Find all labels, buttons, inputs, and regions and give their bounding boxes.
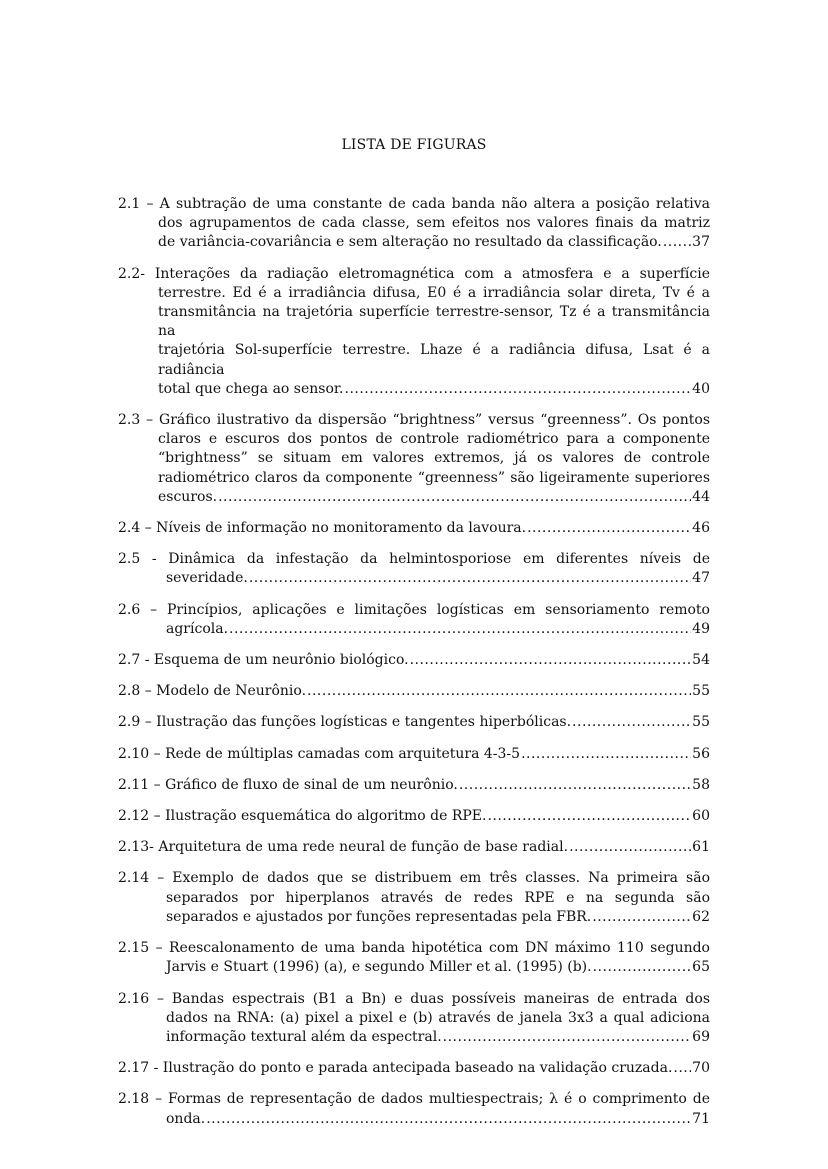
entry-line: [118, 1090, 710, 1109]
entry-line: [118, 651, 710, 670]
dot-leader: [345, 380, 692, 399]
entry-text: informação textural além da espectral.: [166, 1028, 442, 1045]
page-number: 54: [692, 652, 710, 669]
dot-leader: [593, 958, 692, 977]
figure-entry: [118, 869, 710, 927]
entry-text: total que chega ao sensor.: [158, 380, 344, 397]
entry-line: [118, 233, 710, 252]
page-number: 60: [692, 808, 710, 825]
entry-line: [118, 682, 710, 701]
figure-entry: [118, 1090, 710, 1128]
page-number: 58: [692, 776, 710, 793]
dot-leader: [410, 651, 692, 670]
entry-line: [118, 869, 710, 888]
dot-leader: [443, 1028, 692, 1047]
figure-entry: [118, 265, 710, 399]
entry-text: 2.17 - Ilustração do ponto e parada antecipada baseado na validação cruzada.: [118, 1060, 673, 1077]
entry-line: [118, 745, 710, 764]
entry-text: 2.3 – Gráfico ilustrativo da dispersão “brightness” versus “greenness”. Os pontos: [118, 412, 710, 429]
entry-text: 2.15 – Reescalonamento de uma banda hipotética com DN máximo 110 segundo: [118, 940, 710, 957]
entry-text: severidade.: [166, 570, 248, 587]
figure-entry: [118, 601, 710, 639]
page-number: 61: [692, 839, 710, 856]
entry-line: [118, 713, 710, 732]
entry-text: de variância-covariância e sem alteração no resultado da classificação.: [158, 234, 662, 251]
entry-text: 2.6 – Princípios, aplicações e limitações logísticas em sensoriamento remoto: [118, 601, 710, 618]
figure-entry: [118, 1059, 710, 1078]
entry-line: [118, 265, 710, 284]
page-number: 46: [692, 520, 710, 537]
figure-entry: [118, 838, 710, 857]
figure-entry: [118, 519, 710, 538]
entry-text: radiométrico claros da componente “greenness” são ligeiramente superiores: [158, 469, 710, 486]
entry-text: separados e ajustados por funções representadas pela FBR.: [166, 908, 592, 925]
entry-line: [118, 838, 710, 857]
entry-text: Jarvis e Stuart (1996) (a), e segundo Miller et al. (1995) (b).: [166, 959, 592, 976]
entry-text: onda.: [166, 1110, 206, 1127]
page-number: 69: [692, 1028, 710, 1045]
page-number: 49: [692, 620, 710, 637]
figure-entry: [118, 713, 710, 732]
page-title: LISTA DE FIGURAS: [341, 137, 487, 153]
entry-line: [118, 1028, 710, 1047]
dot-leader: [249, 569, 691, 588]
page-number: 55: [692, 683, 710, 700]
entry-line: [118, 411, 710, 430]
entry-text: 2.7 - Esquema de um neurônio biológico.: [118, 652, 409, 669]
figure-entry: [118, 411, 710, 507]
figure-entry: [118, 939, 710, 977]
dot-leader: [527, 519, 691, 538]
entry-text: 2.4 – Níveis de informação no monitoramento da lavoura.: [118, 520, 527, 537]
entry-text: 2.18 – Formas de representação de dados multiespectrais; λ é o comprimento de: [118, 1091, 710, 1108]
entry-line: [118, 939, 710, 958]
entry-line: [118, 1110, 710, 1129]
entry-text: terrestre. Ed é a irradiância difusa, E0 é a irradiância solar direta, Tv é a: [158, 284, 710, 301]
dot-leader: [663, 233, 691, 252]
entry-line: [118, 889, 710, 908]
page-number: 44: [692, 488, 710, 505]
entry-text: dados na RNA: (a) pixel a pixel e (b) através de janela 3x3 a qual adiciona: [166, 1009, 710, 1026]
dot-leader: [487, 807, 691, 826]
entry-text: 2.9 – Ilustração das funções logísticas e tangentes hiperbólicas.: [118, 714, 572, 731]
entry-line: [118, 1009, 710, 1028]
entry-line: [118, 620, 710, 639]
entry-text: 2.1 – A subtração de uma constante de cada banda não altera a posição relativa: [118, 196, 710, 212]
figure-entry: [118, 550, 710, 588]
entry-text: separados por hiperplanos através de redes RPE e na segunda são: [166, 889, 710, 906]
entry-line: [118, 449, 710, 468]
dot-leader: [206, 1110, 691, 1129]
entry-line: [118, 807, 710, 826]
entry-line: [118, 488, 710, 507]
entry-text: trajetória Sol-superfície terrestre. Lhaze é a radiância difusa, Lsat é a radiância: [158, 342, 710, 378]
figure-entry: [118, 195, 710, 253]
entry-text: “brightness” se situam em valores extremos, já os valores de controle: [158, 450, 710, 467]
entry-text: 2.13- Arquitetura de uma rede neural de função de base radial.: [118, 839, 569, 856]
dot-leader: [569, 838, 691, 857]
dot-leader: [218, 488, 691, 507]
page-number: 65: [692, 959, 710, 976]
entry-line: [118, 380, 710, 399]
entry-line: [118, 1059, 710, 1078]
dot-leader: [592, 908, 691, 927]
entry-text: 2.5 - Dinâmica da infestação da helmintosporiose em diferentes níveis de: [118, 551, 710, 568]
entry-text: claros e escuros dos pontos de controle radiométrico para a componente: [158, 431, 710, 448]
page-number: 55: [692, 714, 710, 731]
dot-leader: [572, 713, 691, 732]
entry-line: [118, 469, 710, 488]
entry-line: [118, 430, 710, 449]
entry-line: [118, 569, 710, 588]
entry-text: 2.14 – Exemplo de dados que se distribuem em três classes. Na primeira são: [118, 870, 710, 887]
figure-entry: [118, 651, 710, 670]
entry-line: [118, 776, 710, 795]
entry-line: [118, 303, 710, 341]
entry-text: 2.2- Interações da radiação eletromagnética com a atmosfera e a superfície: [118, 265, 710, 282]
dot-leader: [459, 776, 691, 795]
entry-text: 2.8 – Modelo de Neurônio.: [118, 683, 307, 700]
page-number: 70: [692, 1060, 710, 1077]
page-number: 47: [692, 570, 710, 587]
entry-line: [118, 519, 710, 538]
figure-entry: [118, 990, 710, 1048]
dot-leader: [673, 1059, 691, 1078]
dot-leader: [307, 682, 691, 701]
page-number: 71: [692, 1110, 710, 1127]
entry-text: dos agrupamentos de cada classe, sem efeitos nos valores finais da matriz: [158, 215, 710, 232]
entry-text: 2.11 – Gráfico de fluxo de sinal de um neurônio.: [118, 776, 458, 793]
dot-leader: [229, 620, 691, 639]
entry-text: 2.12 – Ilustração esquemática do algoritmo de RPE.: [118, 808, 487, 825]
figure-entry: [118, 682, 710, 701]
page-number: 37: [692, 234, 710, 251]
entry-line: [118, 341, 710, 379]
entry-line: [118, 601, 710, 620]
entry-text: 2.10 – Rede de múltiplas camadas com arquitetura 4-3-5: [118, 745, 521, 762]
entry-line: [118, 908, 710, 927]
entry-line: [118, 214, 710, 233]
page-number: 56: [692, 745, 710, 762]
entry-line: [118, 284, 710, 303]
entry-text: transmitância na trajetória superfície terrestre-sensor, Tz é a transmitância na: [158, 304, 710, 340]
page-number: 40: [692, 380, 710, 397]
entry-line: [118, 990, 710, 1009]
entry-text: escuros.: [158, 488, 218, 505]
entry-line: [118, 195, 710, 214]
figure-list: [118, 195, 710, 1141]
entry-text: 2.16 – Bandas espectrais (B1 a Bn) e duas possíveis maneiras de entrada dos: [118, 990, 710, 1007]
entry-line: [118, 550, 710, 569]
figure-entry: [118, 776, 710, 795]
entry-text: agrícola.: [166, 620, 229, 637]
figure-entry: [118, 745, 710, 764]
figure-entry: [118, 807, 710, 826]
entry-line: [118, 958, 710, 977]
dot-leader: [521, 745, 691, 764]
page-number: 62: [692, 908, 710, 925]
